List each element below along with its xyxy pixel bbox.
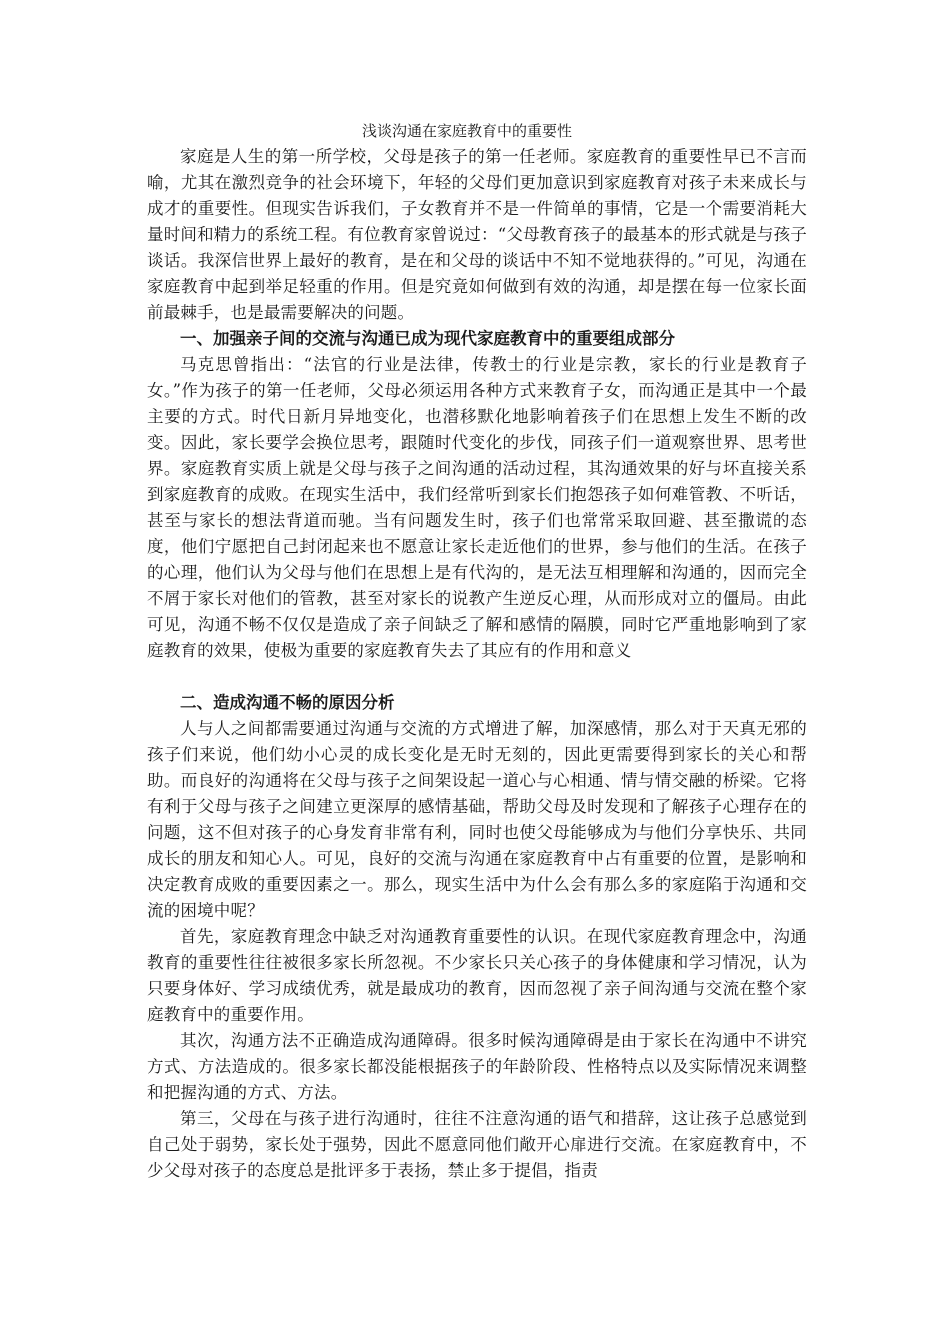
section-2-paragraph-2: 首先，家庭教育理念中缺乏对沟通教育重要性的认识。在现代家庭教育理念中，沟通教育的重要性往往被很多家长所忽视。不少家长只关心孩子的身体健康和学习情况，认为只要身体好、学习成绩优秀，就是最成功的教育，因而忽视了亲子间沟通与交流在整个家庭教育中的重要作用。 (147, 927, 807, 1024)
section-2-paragraph-1: 人与人之间都需要通过沟通与交流的方式增进了解，加深感情，那么对于天真无邪的孩子们来说，他们幼小心灵的成长变化是无时无刻的，因此更需要得到家长的关心和帮助。而良好的沟通将在父母与孩子之间架设起一道心与心相通、情与情交融的桥梁。它将有利于父母与孩子之间建立更深厚的感情基础，帮助父母及时发现和了解孩子心理存在的问题，这不但对孩子的心身发育非常有利，同时也使父母能够成为与他们分享快乐、共同成长的朋友和知心人。可见，良好的交流与沟通在家庭教育中占有重要的位置，是影响和决定教育成败的重要因素之一。那么，现实生活中为什么会有那么多的家庭陷于沟通和交流的困境中呢？ (147, 719, 807, 920)
section-2-paragraph-4: 第三，父母在与孩子进行沟通时，往往不注意沟通的语气和措辞，这让孩子总感觉到自己处于弱势，家长处于强势，因此不愿意同他们敞开心扉进行交流。在家庭教育中，不少父母对孩子的态度总是批评多于表扬，禁止多于提倡，指责 (147, 1109, 807, 1180)
section-1-paragraph: 马克思曾指出：“法官的行业是法律，传教士的行业是宗教，家长的行业是教育子女。”作为孩子的第一任老师，父母必须运用各种方式来教育子女，而沟通正是其中一个最主要的方式。时代日新月异地变化，也潜移默化地影响着孩子们在思想上发生不断的改变。因此，家长要学会换位思考，跟随时代变化的步伐，同孩子们一道观察世界、思考世界。家庭教育实质上就是父母与孩子之间沟通的活动过程，其沟通效果的好与坏直接关系到家庭教育的成败。在现实生活中，我们经常听到家长们抱怨孩子如何难管教、不听话，甚至与家长的想法背道而驰。当有问题发生时，孩子们也常常采取回避、甚至撒谎的态度，他们宁愿把自己封闭起来也不愿意让家长走近他们的世界，参与他们的生活。在孩子的心理，他们认为父母与他们在思想上是有代沟的，是无法互相理解和沟通的，因而完全不屑于家长对他们的管教，甚至对家长的说教产生逆反心理，从而形成对立的僵局。由此可见，沟通不畅不仅仅是造成了亲子间缺乏了解和感情的隔膜，同时它严重地影响到了家庭教育的效果，使极为重要的家庭教育失去了其应有的作用和意义 (147, 355, 807, 660)
document-title: 浅谈沟通在家庭教育中的重要性 (361, 122, 572, 140)
section-1-heading: 一、加强亲子间的交流与沟通已成为现代家庭教育中的重要组成部分 (180, 329, 675, 348)
section-gap (147, 664, 807, 690)
intro-paragraph: 家庭是人生的第一所学校，父母是孩子的第一任老师。家庭教育的重要性早已不言而喻，尤其在激烈竞争的社会环境下，年轻的父母们更加意识到家庭教育对孩子未来成长与成才的重要性。但现实告诉我们，子女教育并不是一件简单的事情，它是一个需要消耗大量时间和精力的系统工程。有位教育家曾说过：“父母教育孩子的最基本的形式就是与孩子谈话。我深信世界上最好的教育，是在和父母的谈话中不知不觉地获得的。”可见，沟通在家庭教育中起到举足轻重的作用。但是究竟如何做到有效的沟通，却是摆在每一位家长面前最棘手，也是最需要解决的问题。 (147, 147, 807, 322)
section-2-heading: 二、造成沟通不畅的原因分析 (180, 693, 395, 712)
document-page (147, 120, 807, 1184)
section-2-paragraph-3: 其次，沟通方法不正确造成沟通障碍。很多时候沟通障碍是由于家长在沟通中不讲究方式、方法造成的。很多家长都没能根据孩子的年龄阶段、性格特点以及实际情况来调整和把握沟通的方式、方法。 (147, 1031, 807, 1102)
